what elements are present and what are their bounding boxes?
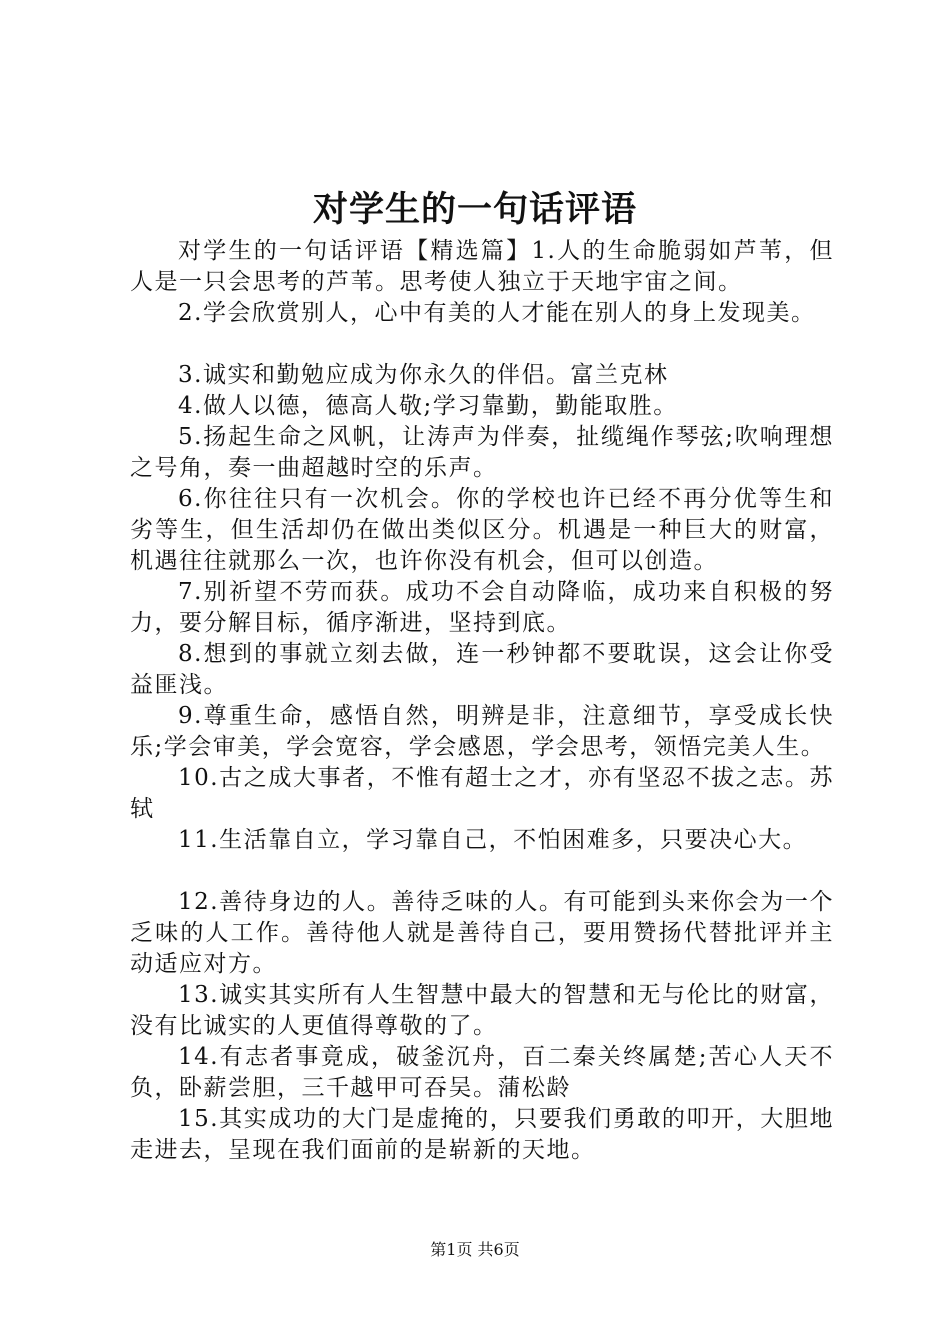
paragraph-5: 5.扬起生命之风帆，让涛声为伴奏，扯缆绳作琴弦;吹响理想之号角，奏一曲超越时空的乐声。 (130, 424, 834, 481)
paragraph-12: 12.善待身边的人。善待乏味的人。有可能到头来你会为一个乏味的人工作。善待他人就是善待自己，要用赞扬代替批评并主动适应对方。 (130, 889, 834, 977)
paragraph-13: 13.诚实其实所有人生智慧中最大的智慧和无与伦比的财富，没有比诚实的人更值得尊敬的了。 (130, 982, 834, 1039)
paragraph-6: 6.你往往只有一次机会。你的学校也许已经不再分优等生和劣等生，但生活却仍在做出类似区分。机遇是一种巨大的财富，机遇往往就那么一次，也许你没有机会，但可以创造。 (130, 486, 834, 574)
page-footer: 第1页 共6页 (430, 1240, 520, 1259)
paragraph-15: 15.其实成功的大门是虚掩的，只要我们勇敢的叩开，大胆地走进去，呈现在我们面前的是崭新的天地。 (130, 1106, 834, 1163)
paragraph-4: 4.做人以德，德高人敬;学习靠勤，勤能取胜。 (178, 393, 678, 419)
paragraph-2: 2.学会欣赏别人，心中有美的人才能在别人的身上发现美。 (178, 300, 816, 326)
paragraph-7: 7.别祈望不劳而获。成功不会自动降临，成功来自积极的努力，要分解目标，循序渐进，坚持到底。 (130, 579, 834, 636)
paragraph-8: 8.想到的事就立刻去做，连一秒钟都不要耽误，这会让你受益匪浅。 (130, 641, 834, 698)
document-body (130, 236, 834, 1166)
paragraph-intro: 对学生的一句话评语【精选篇】1.人的生命脆弱如芦苇，但人是一只会思考的芦苇。思考使人独立于天地宇宙之间。 (130, 238, 834, 295)
paragraph-10: 10.古之成大事者，不惟有超士之才，亦有坚忍不拔之志。苏轼 (130, 765, 834, 822)
document-title: 对学生的一句话评语 (312, 189, 637, 230)
paragraph-9: 9.尊重生命，感悟自然，明辨是非，注意细节，享受成长快乐;学会审美，学会宽容，学会感恩，学会思考，领悟完美人生。 (130, 703, 834, 760)
paragraph-14: 14.有志者事竟成，破釜沉舟，百二秦关终属楚;苦心人天不负，卧薪尝胆，三千越甲可吞吴。蒲松龄 (130, 1044, 834, 1101)
paragraph-3: 3.诚实和勤勉应成为你永久的伴侣。富兰克林 (178, 362, 669, 388)
paragraph-11: 11.生活靠自立，学习靠自己，不怕困难多，只要决心大。 (178, 827, 808, 853)
